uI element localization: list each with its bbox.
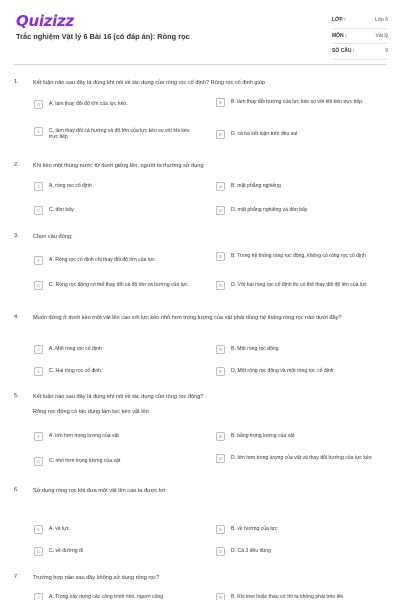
option-text: A. lớn hơn trọng lượng của vật (49, 432, 119, 439)
option-letter-badge: D (216, 454, 225, 463)
question-text: Trường hợp nào sau đây không sử dụng ròng rọc? (33, 575, 160, 581)
option-text: B. làm thay đổi hướng của lực kéo so với khi kéo trực tiếp. (231, 98, 364, 105)
option-text: C. Ròng rọc động có thể thay đổi cả độ lớn và hướng của lực. (49, 281, 190, 288)
question-number: 4. (14, 314, 19, 320)
option-letter-badge: B (216, 345, 225, 354)
option-letter-badge: D (216, 367, 225, 376)
option-text: A. Một ròng rọc cố định (49, 345, 102, 352)
option-d[interactable] (216, 546, 376, 556)
option-letter-badge: C (34, 127, 43, 136)
option-letter-badge: A (34, 256, 43, 265)
option-d[interactable] (216, 129, 376, 139)
question-text: Khi kéo một thùng nước từ dưới giếng lên, người ta thường sử dụng (33, 163, 204, 169)
option-text: A. Trong xây dựng các công trình nhỏ, người công (49, 593, 164, 600)
question-number: 7. (14, 574, 19, 580)
option-a[interactable] (34, 431, 194, 441)
option-c[interactable] (34, 366, 194, 376)
option-text: D. mặt phẳng nghiêng và đòn bẩy (231, 206, 308, 213)
option-a[interactable] (34, 255, 194, 265)
option-a[interactable] (34, 181, 194, 191)
option-text: D. cả ba kết luận trên đều sai (231, 130, 298, 137)
question-text: Muốn đứng ở dưới kéo một vật lên cao với lực kéo nhỏ hơn trọng lượng của vật phải dùng hệ thống ròng rọc nào dưới đây? (33, 315, 342, 321)
option-letter-badge: A (34, 593, 43, 600)
meta-value: Vật lý (375, 32, 388, 39)
option-b[interactable] (216, 592, 376, 600)
option-text: B. bằng trọng lượng của vật (231, 432, 295, 439)
meta-label: LỚP : (332, 17, 346, 24)
option-text: B. mặt phẳng nghiêng (231, 182, 281, 189)
question-text: Kết luận nào sau đây là đúng khi nói về tác dụng của ròng rọc động? (33, 394, 204, 400)
option-text: A. về lực (49, 525, 70, 532)
question-text: Sử dụng ròng rọc khi đưa một vật lên cao ta được lợi (33, 488, 166, 494)
meta-label: SỐ CÂU : (332, 48, 355, 55)
option-letter-badge: C (34, 457, 43, 466)
option-text: C. về đường đi (49, 547, 83, 554)
meta-row-count (332, 44, 388, 60)
meta-value: Lớp 6 (374, 17, 388, 24)
worksheet-title: Trắc nghiệm Vật lý 6 Bài 16 (có đáp án): Ròng rọc (16, 32, 190, 41)
option-text: A. ròng rọc cố định (49, 182, 92, 189)
option-text: D. Cả 3 đều đúng (231, 547, 271, 554)
option-letter-badge: B (216, 252, 225, 261)
option-c[interactable] (34, 126, 194, 141)
meta-value: 9 (385, 48, 388, 55)
option-letter-badge: A (34, 345, 43, 354)
option-text: C. nhỏ hơn trọng lượng của vật (49, 457, 121, 464)
option-text: B. Một ròng rọc động (231, 345, 279, 352)
option-letter-badge: D (216, 547, 225, 556)
option-text: B. về hướng của lực (231, 525, 278, 532)
option-letter-badge: B (216, 432, 225, 441)
option-letter-badge: B (216, 182, 225, 191)
question-number: 5. (14, 393, 19, 399)
option-d[interactable] (216, 280, 376, 290)
header-divider (14, 64, 386, 65)
option-letter-badge: A (34, 182, 43, 191)
option-letter-badge: B (216, 593, 225, 600)
option-c[interactable] (34, 456, 194, 466)
quizizz-logo: Quizizz (16, 12, 74, 30)
option-d[interactable] (216, 453, 376, 463)
option-letter-badge: D (216, 206, 225, 215)
option-letter-badge: C (34, 206, 43, 215)
meta-row-subject (332, 29, 388, 45)
option-text: D. lớn hơn trọng lượng của vật và thay đổi hướng của lực kéo (231, 454, 372, 461)
question-number: 1. (14, 79, 19, 85)
option-letter-badge: A (34, 100, 43, 109)
option-letter-badge: A (34, 525, 43, 534)
question-number: 3. (14, 233, 19, 239)
option-a[interactable] (34, 99, 194, 109)
option-c[interactable] (34, 280, 194, 290)
option-c[interactable] (34, 546, 194, 556)
option-letter-badge: C (34, 547, 43, 556)
option-d[interactable] (216, 366, 376, 376)
option-text: B. Trong hệ thống ròng rọc động, không có ròng rọc cố định (231, 252, 366, 259)
question-text: Chọn câu đúng: (33, 234, 73, 240)
option-text: C. làm thay đổi cả hướng và độ lớn của lực kéo so với khi kéo trực tiếp (49, 127, 190, 141)
option-text: C. đòn bẩy (49, 206, 74, 213)
option-b[interactable] (216, 524, 376, 534)
option-d[interactable] (216, 205, 376, 215)
option-text: C. Hai ròng rọc cố định (49, 367, 102, 374)
option-letter-badge: A (34, 432, 43, 441)
option-b[interactable] (216, 181, 376, 191)
option-letter-badge: C (34, 281, 43, 290)
option-a[interactable] (34, 592, 194, 600)
option-text: D. Với hai ròng rọc cố định thì có thể thay đổi độ lớn của lực (231, 281, 368, 288)
option-text: B. Khi treo hoặc tháo cờ thì ta không phải trèo lên (231, 593, 344, 600)
option-text: A. làm thay đổi độ lớn của lực kéo. (49, 100, 128, 107)
worksheet-meta (332, 13, 388, 60)
question-number: 6. (14, 487, 19, 493)
option-letter-badge: D (216, 130, 225, 139)
question-number: 2. (14, 162, 19, 168)
question-text: Kết luận nào sau đây là đúng khi nói về tác dụng của ròng rọc cố định? Ròng rọc cố định giúp (33, 80, 265, 86)
option-text: D. Một ròng rọc động và một ròng rọc cố định (231, 367, 334, 374)
option-letter-badge: C (34, 367, 43, 376)
option-c[interactable] (34, 205, 194, 215)
option-b[interactable] (216, 344, 376, 354)
option-b[interactable] (216, 251, 376, 261)
option-a[interactable] (34, 344, 194, 354)
option-text: A. Ròng rọc cố định chỉ thay đổi độ lớn của lực (49, 256, 155, 263)
option-a[interactable] (34, 524, 194, 534)
option-letter-badge: D (216, 281, 225, 290)
meta-row-class (332, 13, 388, 29)
option-letter-badge: B (216, 525, 225, 534)
question-subtext: Ròng rọc động có tác dụng làm lực kéo vật lên (33, 409, 149, 415)
worksheet-header (0, 0, 400, 72)
option-letter-badge: B (216, 98, 225, 107)
meta-label: MÔN : (332, 32, 347, 39)
option-b[interactable] (216, 97, 376, 107)
option-b[interactable] (216, 431, 376, 441)
